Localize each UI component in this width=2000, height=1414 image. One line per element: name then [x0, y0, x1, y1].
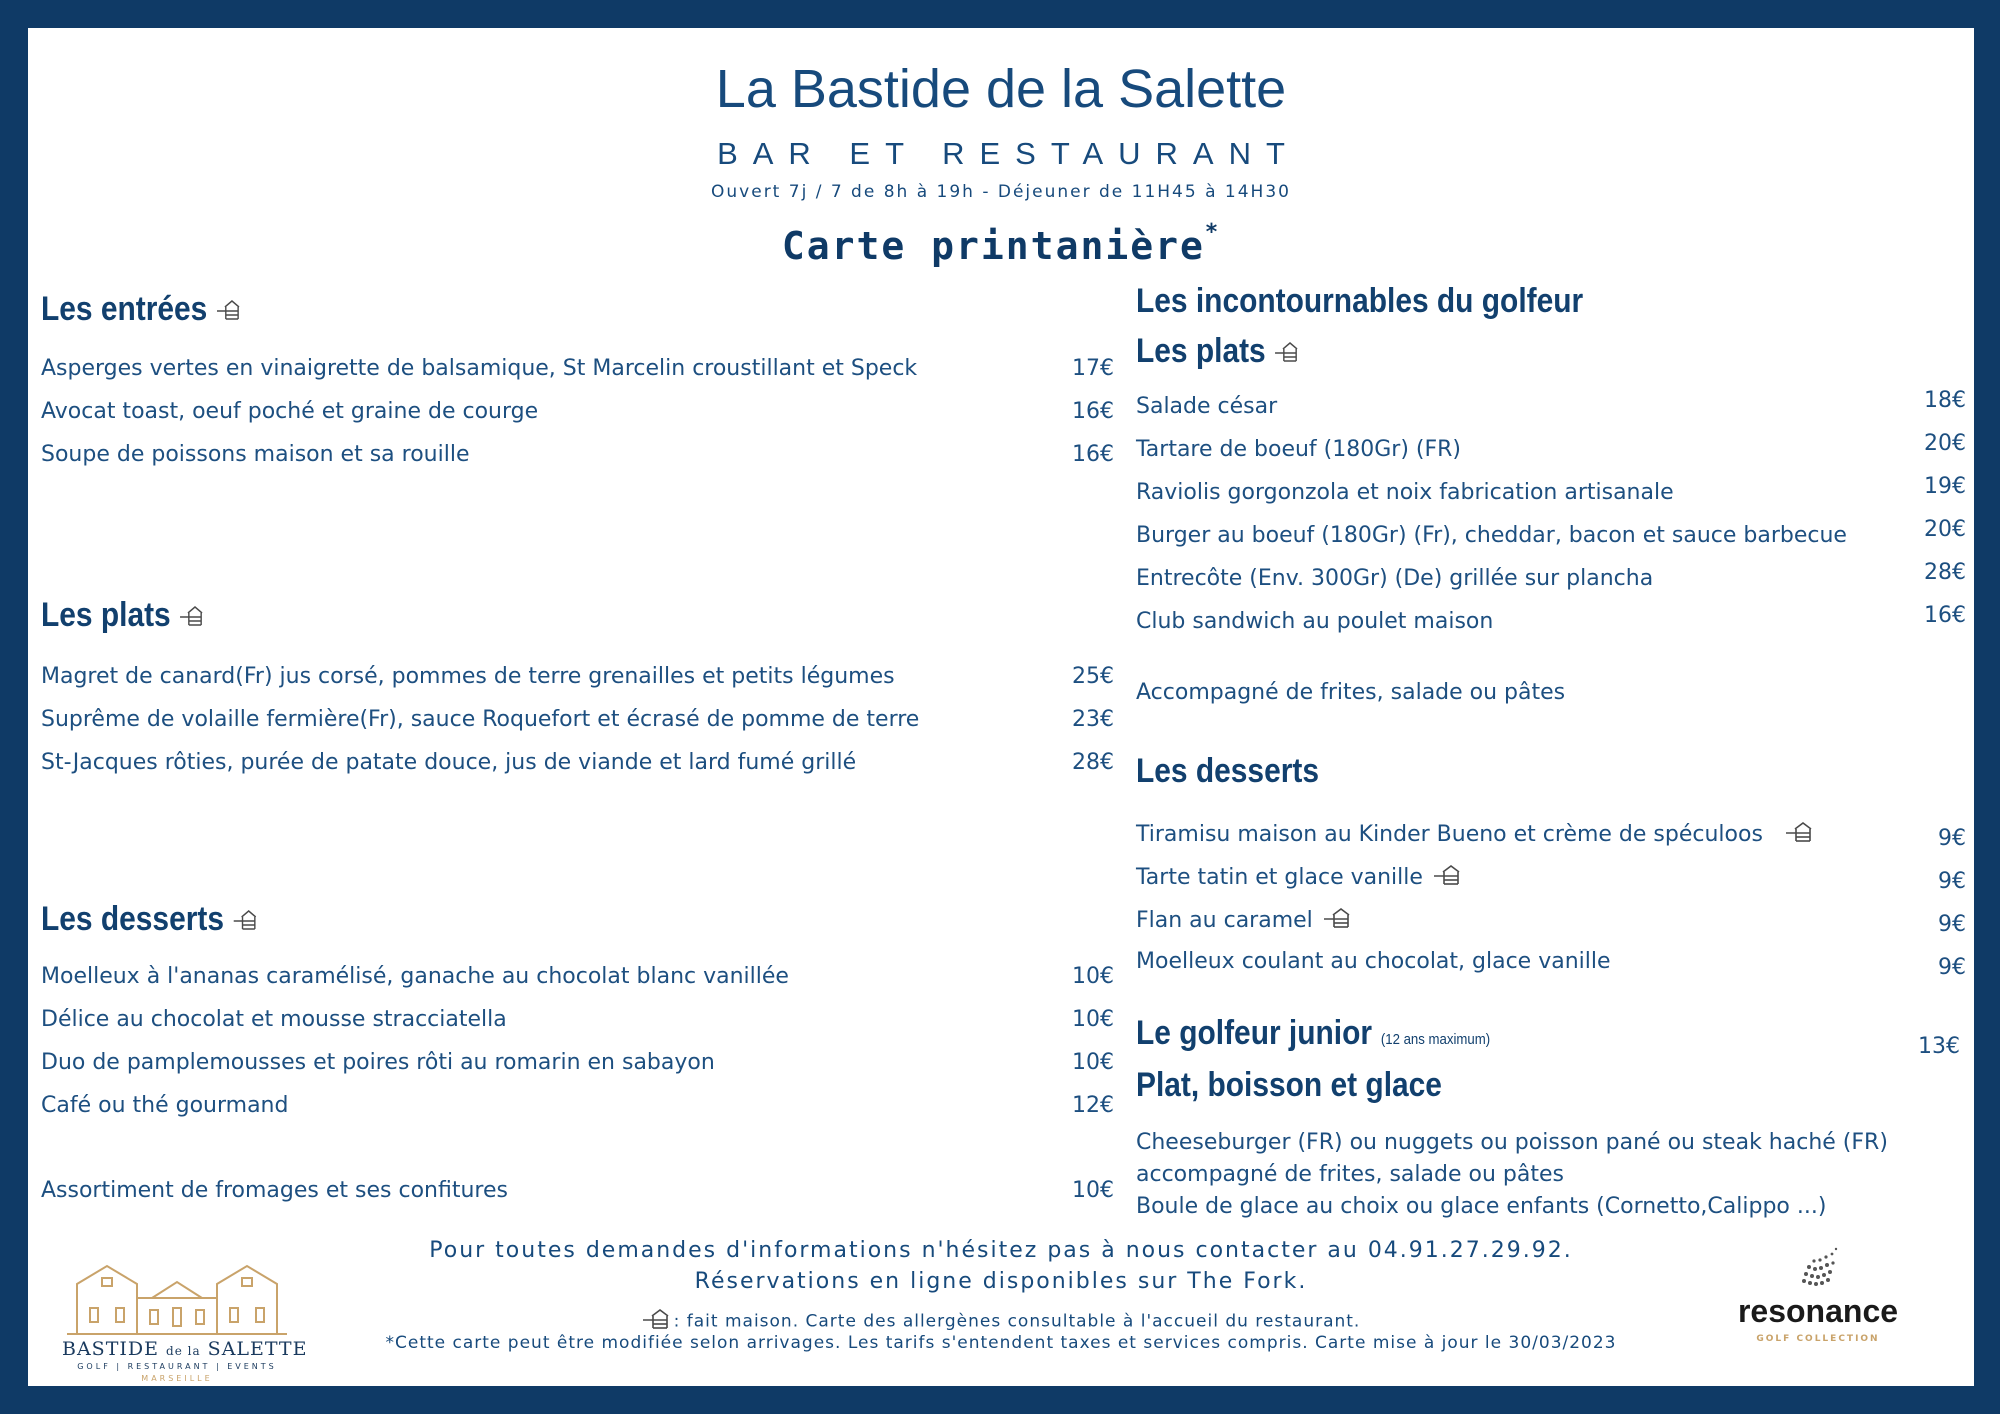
- bastide-logo-name: [62, 1338, 308, 1360]
- menu-title-mark: *: [1204, 220, 1221, 246]
- menu-item-price: 9€: [1938, 826, 1966, 851]
- menu-item: Délice au chocolat et mousse stracciatella: [41, 1007, 507, 1032]
- menu-item-name: Tiramisu maison au Kinder Bueno et crème de spéculoos: [1136, 822, 1763, 847]
- section-plats-right-title: Les plats: [1136, 332, 1266, 370]
- menu-item: Café ou thé gourmand: [41, 1093, 289, 1118]
- section-desserts-right: Les desserts: [1136, 752, 1319, 790]
- logo-name-de: de la: [166, 1344, 201, 1358]
- menu-title-text: Carte printanière: [781, 224, 1205, 268]
- menu-item-price: 23€: [1072, 707, 1114, 732]
- menu-item-price: 20€: [1924, 517, 1966, 542]
- opening-hours: Ouvert 7j / 7 de 8h à 19h - Déjeuner de 11H45 à 14H30: [711, 182, 1291, 202]
- menu-item: Duo de pamplemousses et poires rôti au romarin en sabayon: [41, 1050, 715, 1075]
- menu-item-price: 19€: [1924, 474, 1966, 499]
- resonance-logo: [1718, 1243, 1918, 1373]
- resonance-logo-tagline: GOLF COLLECTION: [1756, 1334, 1880, 1344]
- menu-item: [1136, 863, 1461, 893]
- menu-item-price: 10€: [1072, 1007, 1114, 1032]
- plats-note: Accompagné de frites, salade ou pâtes: [1136, 680, 1566, 705]
- bastide-logo: [62, 1246, 308, 1386]
- homemade-icon: [1785, 820, 1813, 850]
- footer-legend: [28, 1307, 1974, 1336]
- menu-item-price: 17€: [1072, 356, 1114, 381]
- menu-item-name: Tarte tatin et glace vanille: [1136, 865, 1423, 890]
- menu-item: Burger au boeuf (180Gr) (Fr), cheddar, bacon et sauce barbecue: [1136, 523, 1847, 548]
- menu-item: Avocat toast, oeuf poché et graine de courge: [41, 399, 539, 424]
- menu-item-price: 10€: [1072, 1050, 1114, 1075]
- restaurant-title: La Bastide de la Salette: [715, 59, 1287, 119]
- bastide-logo-tagline: GOLF | RESTAURANT | EVENTS: [77, 1362, 277, 1371]
- menu-item-cheese: Assortiment de fromages et ses confitures: [41, 1178, 508, 1203]
- section-plats-left: [41, 596, 204, 637]
- menu-item: Asperges vertes en vinaigrette de balsamique, St Marcelin croustillant et Speck: [41, 356, 918, 381]
- homemade-icon: [1323, 906, 1351, 936]
- homemade-icon: [1275, 334, 1300, 373]
- menu-item-price: 9€: [1938, 955, 1966, 980]
- menu-item-name: Flan au caramel: [1136, 908, 1313, 933]
- menu-item-price: 10€: [1072, 1178, 1114, 1203]
- resonance-logo-name: resonance: [1737, 1293, 1899, 1329]
- menu-item-price: 9€: [1938, 869, 1966, 894]
- footer-reservation: Réservations en ligne disponibles sur The Fork.: [694, 1269, 1308, 1294]
- menu-item-price: 10€: [1072, 964, 1114, 989]
- menu-item-price: 16€: [1072, 442, 1114, 467]
- footer-legend-text: : fait maison. Carte des allergènes consultable à l'accueil du restaurant.: [673, 1311, 1361, 1332]
- menu-item-price: 28€: [1072, 750, 1114, 775]
- section-desserts-left-title: Les desserts: [41, 900, 224, 938]
- homemade-icon: [233, 902, 258, 941]
- menu-item-price: 16€: [1072, 399, 1114, 424]
- junior-title: Le golfeur junior: [1136, 1014, 1373, 1052]
- menu-item-price: 28€: [1924, 560, 1966, 585]
- menu-item: Club sandwich au poulet maison: [1136, 609, 1494, 634]
- bastide-building-icon: [62, 1246, 292, 1338]
- menu-item: Soupe de poissons maison et sa rouille: [41, 442, 470, 467]
- menu-item: [1136, 820, 1813, 850]
- footer-disclaimer: *Cette carte peut être modifiée selon arrivages. Les tarifs s'entendent taxes et services compris. Carte mise à jour le 30/03/2023: [385, 1333, 1617, 1353]
- junior-line: Boule de glace au choix ou glace enfants (Cornetto,Calippo ...): [1136, 1194, 1827, 1219]
- menu-item: Magret de canard(Fr) jus corsé, pommes de terre grenailles et petits légumes: [41, 664, 895, 689]
- menu-sheet: [28, 28, 1974, 1386]
- footer-contact: Pour toutes demandes d'informations n'hésitez pas à nous contacter au 04.91.27.29.92.: [429, 1238, 1573, 1263]
- section-plats-right: [1136, 332, 1299, 373]
- menu-item: Moelleux à l'ananas caramélisé, ganache au chocolat blanc vanillée: [41, 964, 789, 989]
- section-desserts-left: [41, 900, 257, 941]
- menu-item: Moelleux coulant au chocolat, glace vanille: [1136, 949, 1611, 974]
- menu-item: Salade césar: [1136, 394, 1278, 419]
- junior-price: 13€: [1918, 1034, 1960, 1059]
- menu-item-price: 9€: [1938, 912, 1966, 937]
- logo-name-a: BASTIDE: [62, 1338, 159, 1360]
- junior-line: accompagné de frites, salade ou pâtes: [1136, 1162, 1564, 1187]
- section-plats-left-title: Les plats: [41, 596, 171, 634]
- homemade-icon: [642, 1307, 670, 1336]
- homemade-icon: [1433, 863, 1461, 893]
- menu-item-price: 20€: [1924, 431, 1966, 456]
- junior-age: (12 ans maximum): [1380, 1031, 1491, 1048]
- menu-item: [1136, 906, 1351, 936]
- golfeur-title: Les incontournables du golfeur: [1136, 282, 1584, 320]
- section-entrees: [41, 290, 241, 331]
- homemade-icon: [180, 598, 205, 637]
- menu-title: [28, 220, 1974, 268]
- menu-item: Raviolis gorgonzola et noix fabrication artisanale: [1136, 480, 1674, 505]
- resonance-dots-icon: [1718, 1243, 1918, 1293]
- menu-item: Entrecôte (Env. 300Gr) (De) grillée sur plancha: [1136, 566, 1654, 591]
- menu-item-price: 16€: [1924, 603, 1966, 628]
- menu-item: Tartare de boeuf (180Gr) (FR): [1136, 437, 1462, 462]
- logo-name-b: SALETTE: [207, 1338, 308, 1360]
- homemade-icon: [216, 292, 241, 331]
- menu-item: Suprême de volaille fermière(Fr), sauce Roquefort et écrasé de pomme de terre: [41, 707, 920, 732]
- menu-item-price: 18€: [1924, 388, 1966, 413]
- junior-line: Cheeseburger (FR) ou nuggets ou poisson pané ou steak haché (FR): [1136, 1130, 1888, 1155]
- menu-item: St-Jacques rôties, purée de patate douce, jus de viande et lard fumé grillé: [41, 750, 857, 775]
- bastide-logo-city: MARSEILLE: [141, 1374, 213, 1383]
- section-junior: [1136, 1014, 1490, 1053]
- restaurant-subtitle: BAR ET RESTAURANT: [717, 136, 1300, 171]
- junior-subtitle: Plat, boisson et glace: [1136, 1066, 1442, 1104]
- menu-item-price: 12€: [1072, 1093, 1114, 1118]
- menu-item-price: 25€: [1072, 664, 1114, 689]
- section-entrees-title: Les entrées: [41, 290, 208, 328]
